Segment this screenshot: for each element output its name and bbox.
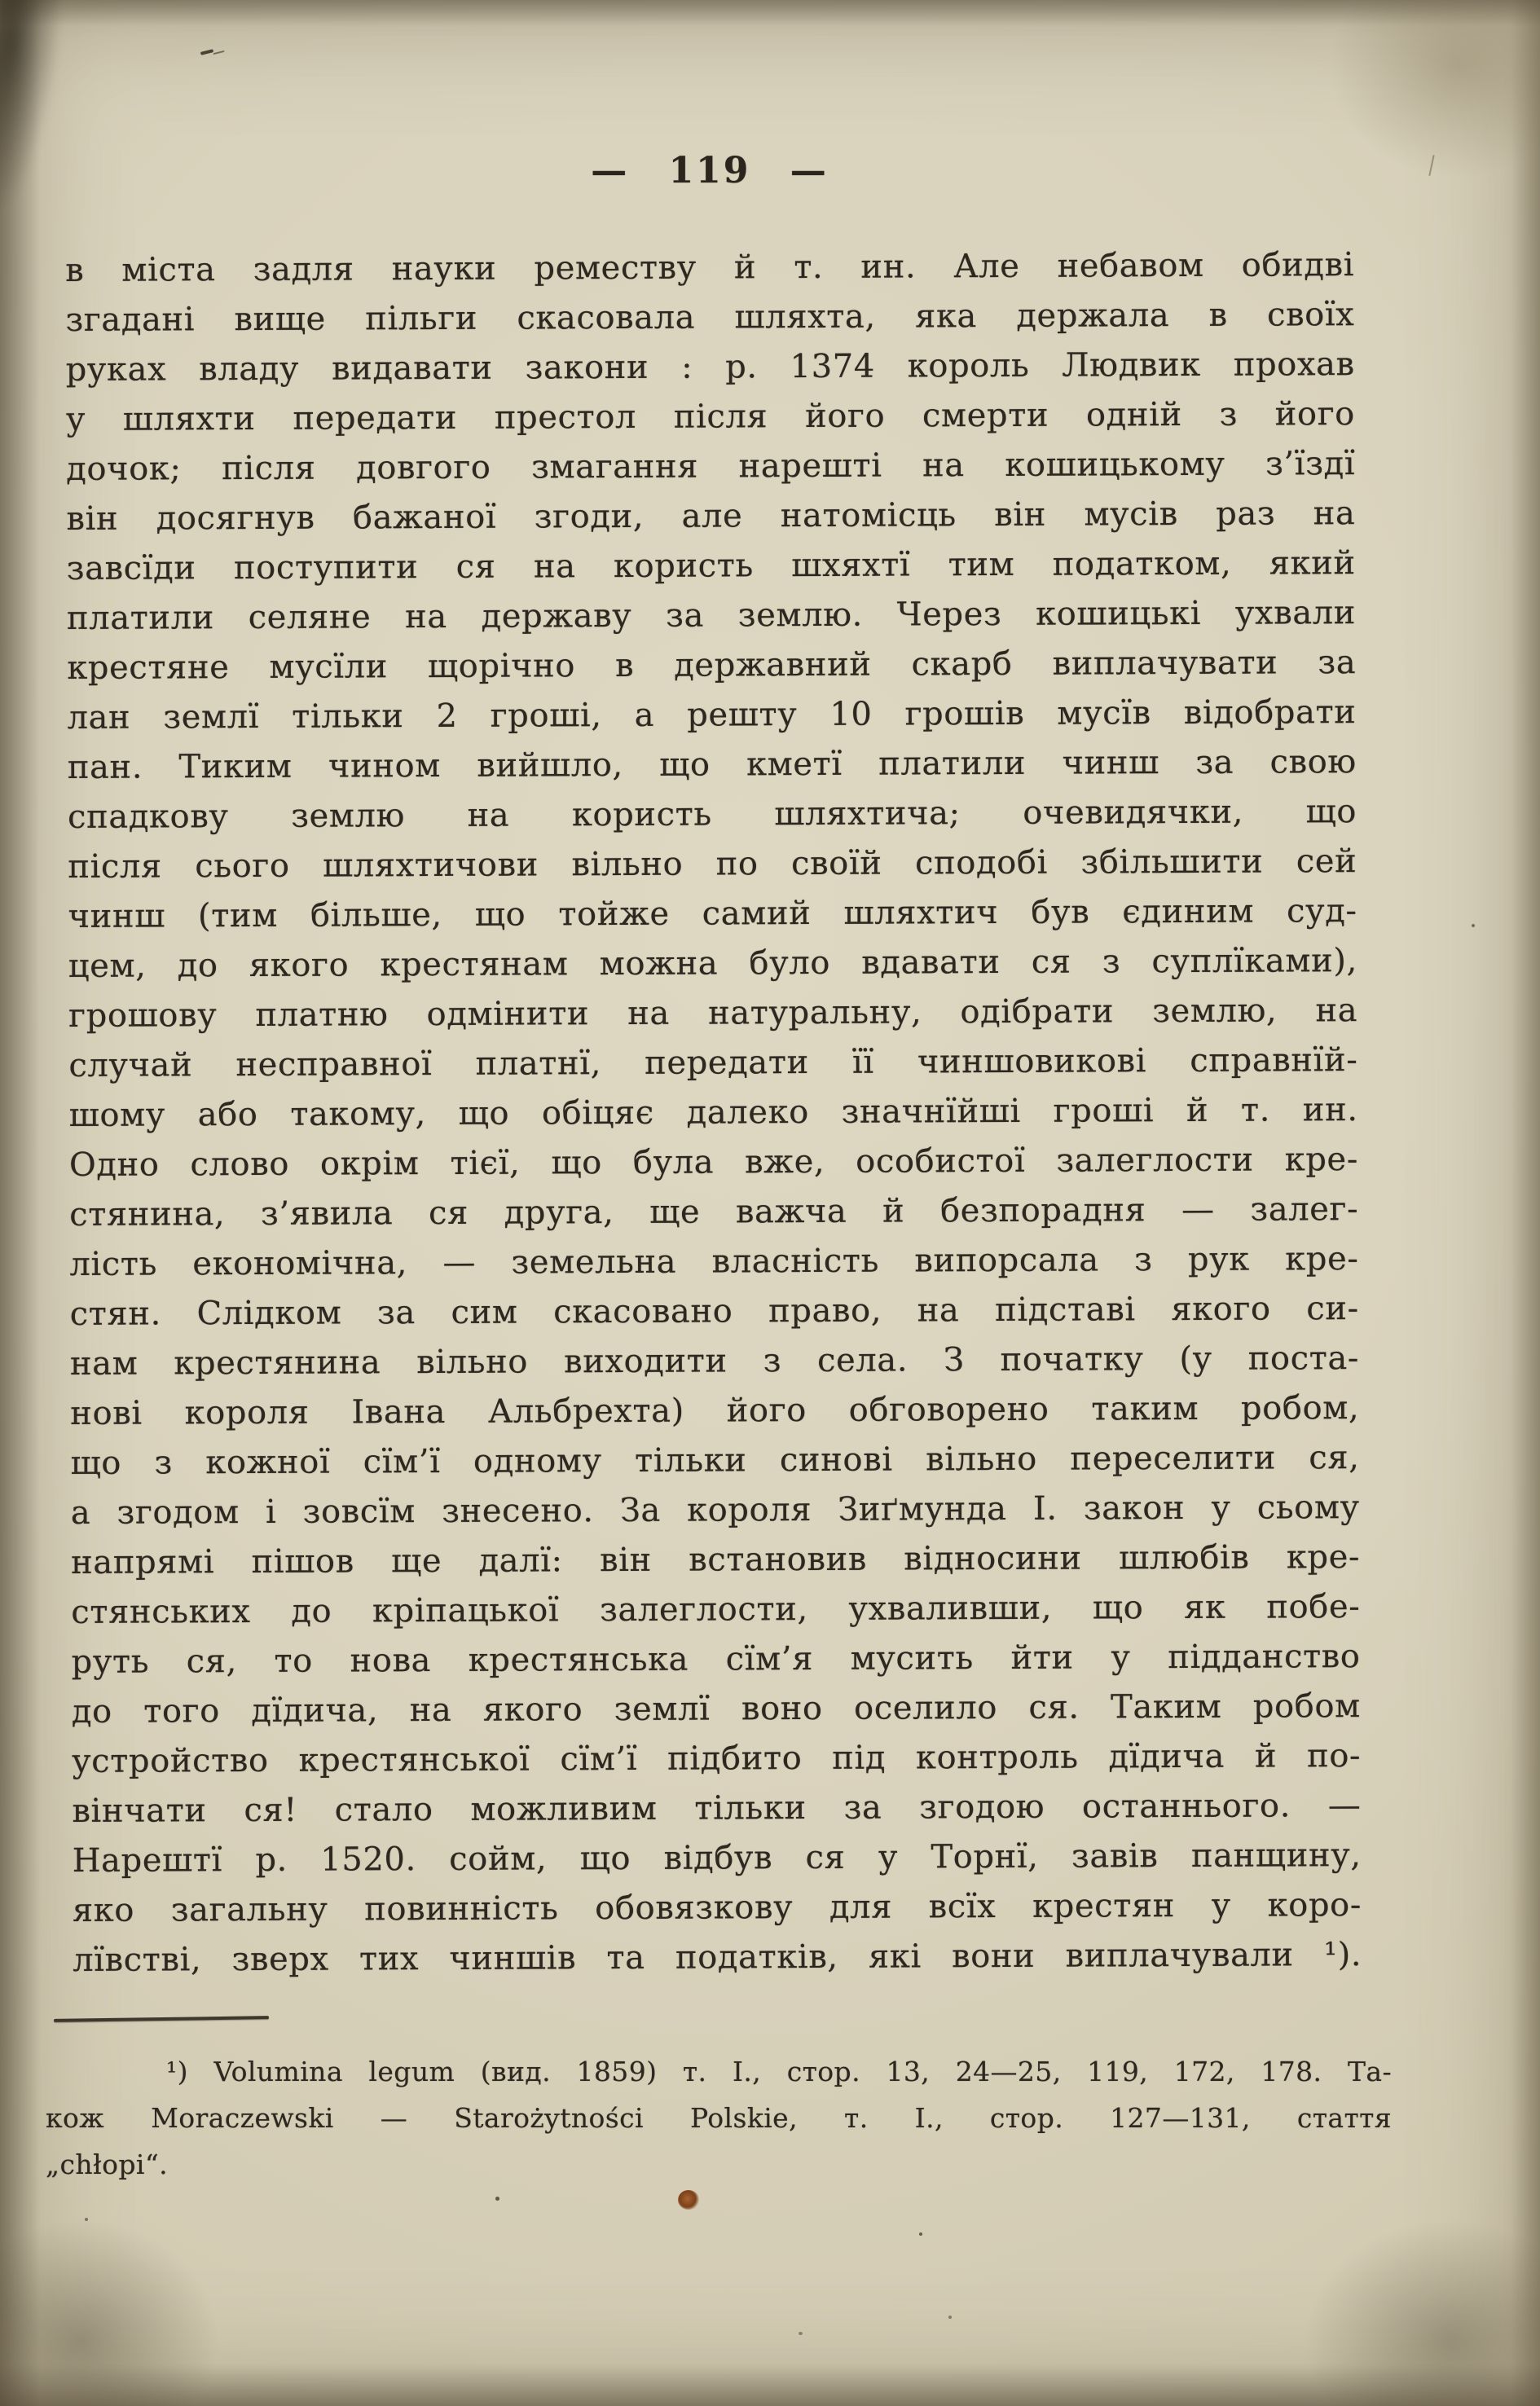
bottom-right-corner-shadow bbox=[1304, 2219, 1540, 2406]
footnote-line: кож Moraczewski — Starożytności Polskie, т. І., стор. 127—131, стаття bbox=[46, 2102, 1392, 2134]
text-line: після сього шляхтичови вільно по своїй сподобі збільшити сей bbox=[68, 842, 1357, 886]
top-right-corner-shadow bbox=[1328, 0, 1540, 179]
footnote-line: „chłopi“. bbox=[46, 2149, 169, 2180]
paper-speck bbox=[799, 2332, 803, 2335]
text-line: стянина, з’явила ся друга, ще важча й безпорадня — залег- bbox=[69, 1190, 1359, 1234]
text-line: Нарештї р. 1520. сойм, що відбув ся у Торнї, завів панщину, bbox=[72, 1836, 1362, 1880]
text-line: завсїди поступити ся на користь шхяхтї тим податком, який bbox=[66, 544, 1356, 587]
text-line: Одно слово окрім тієї, що була вже, особистої залеглости кре- bbox=[68, 1141, 1359, 1184]
text-line: крестяне мусїли щорічно в державний скарб виплачувати за bbox=[67, 644, 1357, 687]
text-line: пан. Тиким чином вийшло, що кметї платили чинш за свою bbox=[67, 743, 1357, 786]
left-edge-shadow bbox=[0, 0, 41, 2406]
text-line: вінчати ся! стало можливим тільки за згодою останнього. — bbox=[72, 1787, 1362, 1830]
footnote bbox=[46, 2048, 1392, 2188]
text-line: лан землї тільки 2 гроші, а решту 10 грошів мусїв відобрати bbox=[67, 693, 1357, 737]
paper-speck bbox=[948, 2316, 952, 2319]
text-line: платили селяне на державу за землю. Через кошицькі ухвали bbox=[66, 594, 1357, 637]
paper-speck bbox=[85, 2218, 88, 2221]
paper-speck bbox=[495, 2197, 499, 2201]
text-line: случай несправної платнї, передати її чиншовикові справнїй- bbox=[68, 1041, 1358, 1084]
text-line: що з кожної сїм’ї одному тільки синові вільно переселити ся, bbox=[70, 1439, 1360, 1482]
text-line: стян. Слідком за сим скасовано право, на підставі якого си- bbox=[69, 1290, 1359, 1333]
footnote-separator-rule bbox=[54, 2016, 269, 2022]
top-left-corner-smudge bbox=[0, 0, 70, 228]
top-edge-shadow bbox=[0, 0, 1540, 26]
right-edge-shadow bbox=[1511, 0, 1540, 2406]
page-number: — 119 — bbox=[591, 150, 829, 191]
paper-speck bbox=[1472, 924, 1475, 927]
text-line: грошову платню одмінити на натуральну, одібрати землю, на bbox=[68, 992, 1358, 1035]
text-line: стянських до кріпацької залеглости, ухваливши, що як побе- bbox=[71, 1588, 1361, 1631]
footnote-line: ¹) Volumina legum (вид. 1859) т. І., стор. 13, 24—25, 119, 172, 178. Та- bbox=[166, 2056, 1392, 2087]
bottom-edge-shadow bbox=[0, 2364, 1540, 2406]
paper-speck bbox=[919, 2232, 922, 2236]
text-line: нам крестянина вільно виходити з села. З початку (у поста- bbox=[69, 1339, 1360, 1383]
text-line: він досягнув бажаної згоди, але натомісць він мусів раз на bbox=[66, 495, 1356, 538]
text-line: нові короля Івана Альбрехта) його обговорено таким робом, bbox=[70, 1389, 1360, 1432]
text-line: шому або такому, що обіцяє далеко значнїйші гроші й т. ин. bbox=[68, 1091, 1358, 1134]
text-line: руть ся, то нова крестянська сїм’я мусить йти у підданство bbox=[71, 1638, 1361, 1681]
text-line: спадкову землю на користь шляхтича; очевидячки, що bbox=[67, 793, 1357, 836]
ink-fleck bbox=[200, 49, 213, 55]
text-line: дочок; після довгого змагання нарешті на кошицькому з’їздї bbox=[66, 445, 1356, 488]
paper-fiber bbox=[1428, 155, 1434, 176]
text-line: лість економічна, — земельна власність випорсала з рук кре- bbox=[69, 1240, 1359, 1283]
text-line: устройство крестянської сїм’ї підбито під контроль дїдича й по- bbox=[72, 1737, 1362, 1780]
text-line: у шляхти передати престол після його смерти одній з його bbox=[65, 395, 1356, 438]
text-line: цем, до якого крестянам можна було вдавати ся з суплїками), bbox=[68, 942, 1357, 985]
foxing-stain bbox=[678, 2190, 699, 2210]
page-body-text bbox=[65, 240, 1362, 1986]
text-line: яко загальну повинність обовязкову для всїх крестян у коро- bbox=[72, 1886, 1362, 1929]
text-line: в міста задля науки реместву й т. ин. Але небавом обидві bbox=[65, 246, 1355, 289]
text-line: напрямі пішов ще далї: він встановив відносини шлюбів кре- bbox=[70, 1538, 1361, 1581]
text-line: згадані вище пільги скасовала шляхта, яка держала в своїх bbox=[65, 296, 1355, 339]
text-line: до того дїдича, на якого землї воно оселило ся. Таким робом bbox=[71, 1687, 1361, 1731]
text-line: лївстві, зверх тих чиншів та податків, які вони виплачували ¹). bbox=[73, 1936, 1362, 1979]
text-line: а згодом і зовсїм знесено. За короля Зиґмунда І. закон у сьому bbox=[70, 1489, 1360, 1532]
text-line: чинш (тим більше, що тойже самий шляхтич був єдиним суд- bbox=[68, 892, 1357, 935]
bottom-left-corner-shadow bbox=[0, 2219, 220, 2406]
text-line: руках владу видавати закони : р. 1374 король Людвик прохав bbox=[65, 345, 1355, 389]
